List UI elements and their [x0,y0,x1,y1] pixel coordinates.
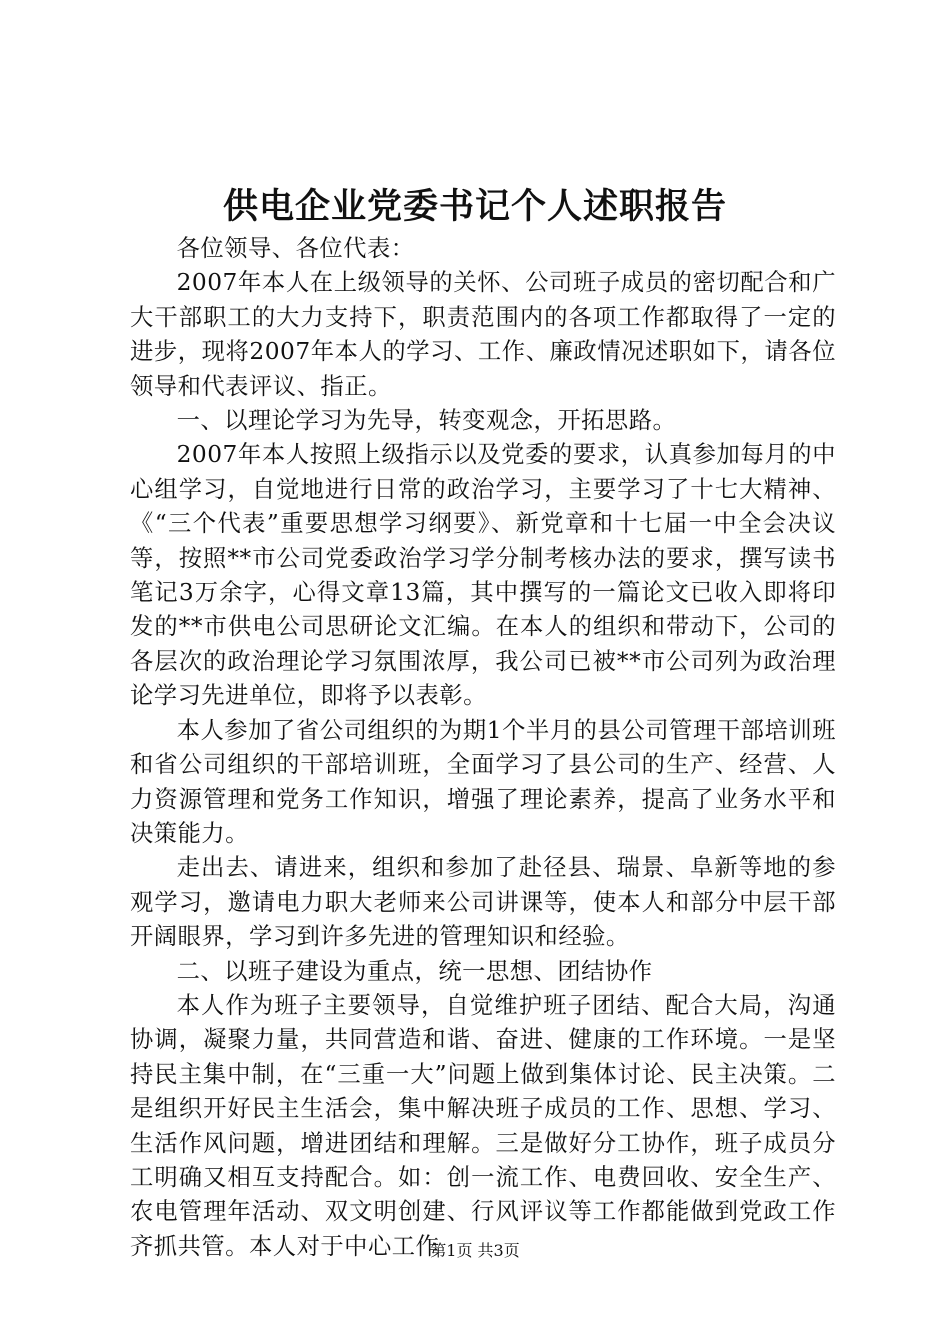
document-title: 供电企业党委书记个人述职报告 [222,187,727,227]
document-body [130,232,836,1264]
team-building-paragraph: 本人作为班子主要领导，自觉维护班子团结、配合大局，沟通协调，凝聚力量，共同营造和谐、奋进、健康的工作环境。一是坚持民主集中制，在“三重一大”问题上做到集体讨论、民主决策。二是组织开好民主生活会，集中解决班子成员的工作、思想、学习、生活作风问题，增进团结和理解。三是做好分工协作，班子成员分工明确又相互支持配合。如：创一流工作、电费回收、安全生产、农电管理年活动、双文明创建、行风评议等工作都能做到党政工作齐抓共管。本人对于中心工作 [130,991,836,1260]
salutation-paragraph: 各位领导、各位代表： [176,235,415,262]
section-heading-theory-study: 一、以理论学习为先导，转变观念，开拓思路。 [176,407,677,435]
training-paragraph: 本人参加了省公司组织的为期1个半月的县公司管理干部培训班和省公司组织的干部培训班，全面学习了县公司的生产、经营、人力资源管理和党务工作知识，增强了理论素养，提高了业务水平和决策能力。 [130,716,836,847]
section-heading-team-building: 二、以班子建设为重点，统一思想、团结协作 [176,957,653,985]
intro-paragraph: 2007年本人在上级领导的关怀、公司班子成员的密切配合和广大干部职工的大力支持下，职责范围内的各项工作都取得了一定的进步，现将2007年本人的学习、工作、廉政情况述职如下，请各位领导和代表评议、指正。 [130,269,836,400]
exchange-paragraph: 走出去、请进来，组织和参加了赴径县、瑞景、阜新等地的参观学习，邀请电力职大老师来公司讲课等，使本人和部分中层干部开阔眼界，学习到许多先进的管理知识和经验。 [130,854,836,951]
page-number-footer: 第1页 共3页 [430,1241,520,1260]
study-paragraph: 2007年本人按照上级指示以及党委的要求，认真参加每月的中心组学习，自觉地进行日常的政治学习，主要学习了十七大精神、《“三个代表”重要思想学习纲要》、新党章和十七届一中全会决议等，按照**市公司党委政治学习学分制考核办法的要求，撰写读书笔记3万余字，心得文章13篇，其中撰写的一篇论文已收入即将印发的**市供电公司思研论文汇编。在本人的组织和带动下，公司的各层次的政治理论学习氛围浓厚，我公司已被**市公司列为政治理论学习先进单位，即将予以表彰。 [130,441,836,710]
